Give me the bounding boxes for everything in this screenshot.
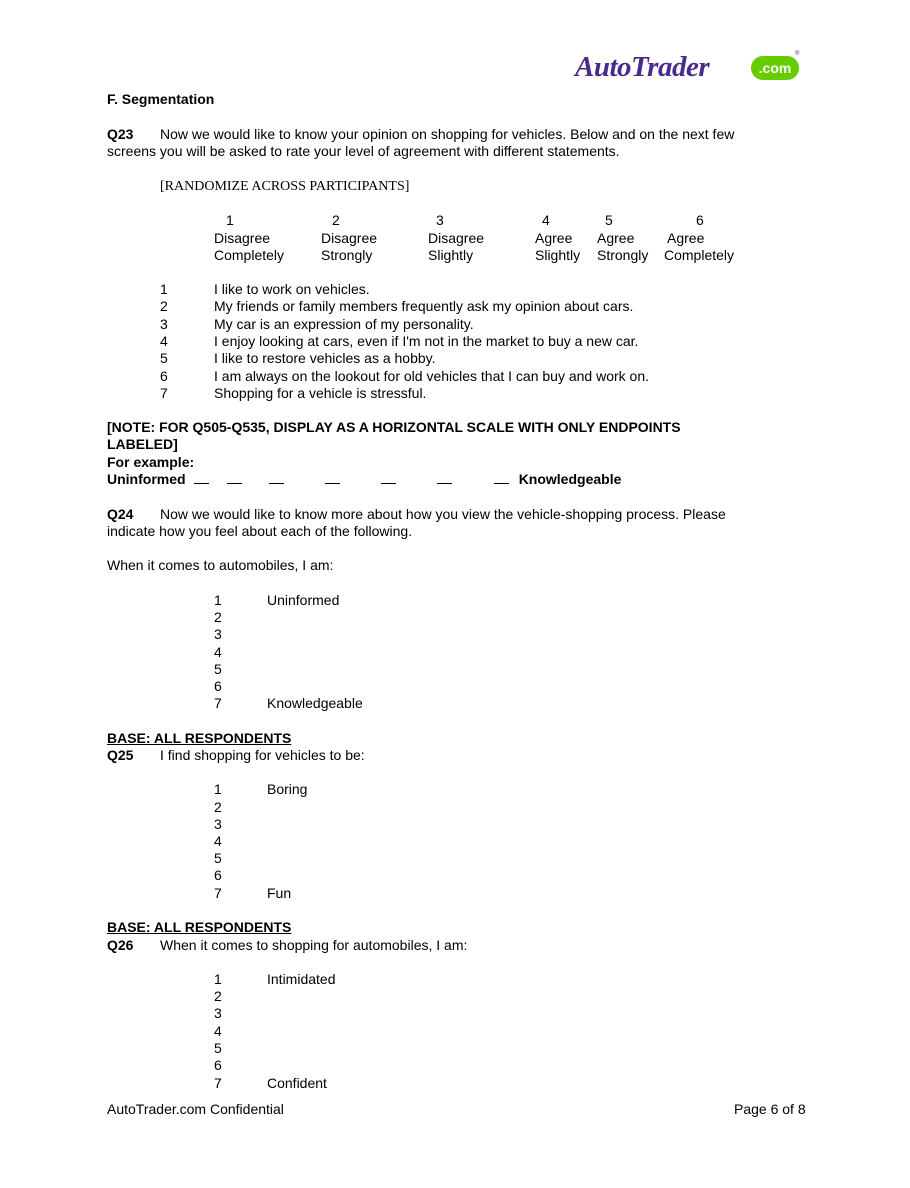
scale-label-line1: Disagree (214, 229, 271, 246)
scale-label-line2: Slightly (428, 247, 474, 263)
q23-instruction: [RANDOMIZE ACROSS PARTICIPANTS] (160, 179, 410, 194)
q23-statement-text: My car is an expression of my personality. (214, 316, 474, 332)
autotrader-logo (575, 50, 805, 86)
q24-text-line1: Now we would like to know more about how you view the vehicle-shopping process. Please (160, 506, 726, 522)
scale-number: 6 (696, 212, 704, 228)
scale-label-line1: Agree (535, 229, 573, 246)
q23-scale-6 (664, 212, 754, 265)
q26-base: BASE: ALL RESPONDENTS (107, 919, 292, 935)
scale-label-line1: Agree (667, 229, 705, 246)
q26-text: When it comes to shopping for automobiles, I am: (160, 937, 468, 953)
q23-scale-4 (535, 212, 595, 265)
q23-statement-number: 2 (160, 298, 168, 314)
q24-text-line2: indicate how you feel about each of the following. (107, 523, 413, 539)
q23-text-line1: Now we would like to know your opinion on shopping for vehicles. Below and on the next few (160, 126, 735, 142)
example-left-label: Uninformed (107, 471, 186, 487)
q24-option-label: Knowledgeable (267, 695, 363, 711)
q24-number: Q24 (107, 506, 134, 522)
q23-statement-text: Shopping for a vehicle is stressful. (214, 385, 427, 401)
q24-option-number: 4 (214, 644, 222, 660)
example-blank (227, 471, 242, 484)
q25-option-number: 3 (214, 816, 222, 832)
q24-option-number: 6 (214, 678, 222, 694)
q23-statement-text: My friends or family members frequently ask my opinion about cars. (214, 298, 634, 314)
q23-statement-number: 1 (160, 281, 168, 297)
scale-label-line2: Completely (214, 247, 285, 263)
q26-option-number: 6 (214, 1057, 222, 1073)
q24-option-number: 7 (214, 695, 222, 711)
scale-label-line2: Completely (664, 247, 735, 263)
scale-label-line2: Strongly (597, 247, 649, 263)
note-line3: For example: (107, 454, 195, 470)
q23-scale-2 (321, 212, 411, 265)
q25-option-label: Boring (267, 781, 308, 797)
q23-number: Q23 (107, 126, 134, 142)
q26-option-number: 7 (214, 1075, 222, 1091)
q25-base: BASE: ALL RESPONDENTS (107, 730, 292, 746)
q25-option-number: 1 (214, 781, 222, 797)
logo-dotcom-pill: .com (751, 56, 799, 80)
example-blank (194, 471, 209, 484)
q25-option-number: 5 (214, 850, 222, 866)
q23-statement-number: 3 (160, 316, 168, 332)
example-blank (381, 471, 396, 484)
logo-registered-mark: ® (795, 51, 800, 57)
q23-text-line2: screens you will be asked to rate your level of agreement with different statements. (107, 143, 620, 159)
q23-statement-text: I enjoy looking at cars, even if I'm not in the market to buy a new car. (214, 333, 639, 349)
q26-option-label: Confident (267, 1075, 327, 1091)
scale-number: 2 (332, 212, 340, 228)
q26-option-label: Intimidated (267, 971, 336, 987)
q25-option-number: 7 (214, 885, 222, 901)
q24-option-number: 1 (214, 592, 222, 608)
note-line1: [NOTE: FOR Q505-Q535, DISPLAY AS A HORIZONTAL SCALE WITH ONLY ENDPOINTS (107, 419, 681, 435)
q26-option-number: 3 (214, 1005, 222, 1021)
scale-label-line1: Disagree (321, 229, 378, 246)
scale-label-line2: Strongly (321, 247, 373, 263)
note-line2: LABELED] (107, 436, 178, 452)
note-example-scale (107, 471, 621, 488)
example-blank (325, 471, 340, 484)
q25-option-number: 4 (214, 833, 222, 849)
q23-statement-number: 4 (160, 333, 168, 349)
q23-scale-3 (428, 212, 518, 265)
q25-option-number: 2 (214, 799, 222, 815)
example-right-label: Knowledgeable (518, 471, 622, 487)
q26-option-number: 2 (214, 988, 222, 1004)
q23-scale-1 (214, 212, 304, 265)
scale-number: 5 (605, 212, 613, 228)
q24-option-number: 3 (214, 626, 222, 642)
q23-statement-text: I like to restore vehicles as a hobby. (214, 350, 436, 366)
scale-number: 3 (436, 212, 444, 228)
example-blank (437, 471, 452, 484)
q25-number: Q25 (107, 747, 134, 763)
scale-label-line1: Agree (597, 229, 635, 246)
q24-lead: When it comes to automobiles, I am: (107, 557, 334, 573)
scale-number: 1 (226, 212, 234, 228)
q24-option-number: 5 (214, 661, 222, 677)
footer-confidential: AutoTrader.com Confidential (107, 1101, 284, 1117)
q25-option-number: 6 (214, 867, 222, 883)
q26-option-number: 1 (214, 971, 222, 987)
q23-statement-text: I am always on the lookout for old vehicles that I can buy and work on. (214, 368, 650, 384)
q26-option-number: 5 (214, 1040, 222, 1056)
q25-option-label: Fun (267, 885, 292, 901)
scale-number: 4 (542, 212, 550, 228)
scale-label-line1: Disagree (428, 229, 485, 246)
footer-page-number: Page 6 of 8 (734, 1101, 806, 1117)
q23-statement-number: 6 (160, 368, 168, 384)
q23-statement-number: 5 (160, 350, 168, 366)
example-blank (494, 471, 509, 484)
example-blank (269, 471, 284, 484)
q23-statement-text: I like to work on vehicles. (214, 281, 370, 297)
logo-wordmark: AutoTrader (575, 51, 710, 83)
q26-option-number: 4 (214, 1023, 222, 1039)
scale-label-line2: Slightly (535, 247, 581, 263)
q26-number: Q26 (107, 937, 134, 953)
q23-scale-5 (597, 212, 661, 265)
q23-statement-number: 7 (160, 385, 168, 401)
q24-option-label: Uninformed (267, 592, 340, 608)
q25-text: I find shopping for vehicles to be: (160, 747, 365, 763)
section-title: F. Segmentation (107, 91, 215, 107)
q24-option-number: 2 (214, 609, 222, 625)
